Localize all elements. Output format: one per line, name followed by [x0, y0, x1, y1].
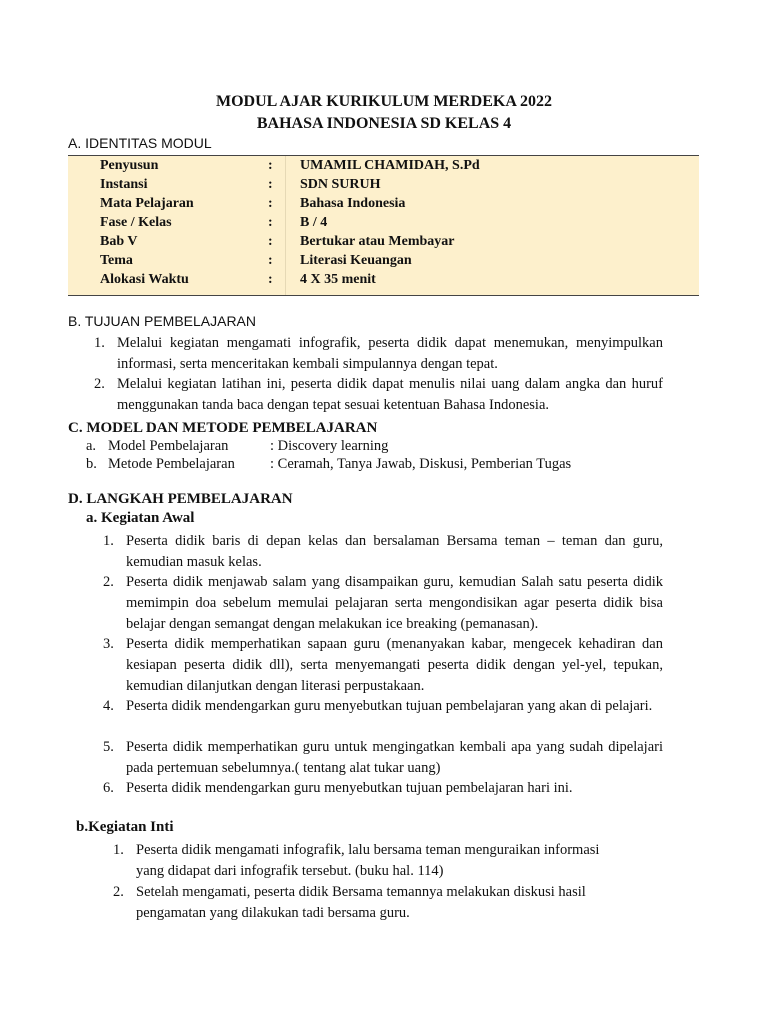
list-item-number: 6.	[103, 780, 114, 796]
page-title-line-1: MODUL AJAR KURIKULUM MERDEKA 2022	[215, 93, 552, 110]
identity-colon: :	[268, 234, 273, 249]
list-item-text: Peserta didik memperhatikan sapaan guru (menanyakan kabar, mengecek kehadiran dan kesiapan peserta didik dll), serta menyemangati peserta didik dengan yel-yel, tepukan, kemudian dilanjutkan dengan literasi perpustakaan.	[126, 636, 663, 694]
identity-row	[68, 253, 699, 272]
identity-value: Literasi Keuangan	[300, 253, 412, 268]
list-item-number: 1.	[113, 842, 124, 858]
identity-label: Bab V	[100, 234, 138, 249]
subsection-heading: b.Kegiatan Inti	[76, 819, 174, 835]
identity-colon: :	[268, 215, 273, 230]
section-c-heading: C. MODEL DAN METODE PEMBELAJARAN	[68, 420, 378, 436]
list-item-text: Peserta didik menjawab salam yang disampaikan guru, kemudian Salah satu peserta didik memimpin doa sebelum memulai pelajaran serta mengondisikan agar peserta didik bisa belajar dengan semangat dengan melakukan ice breaking (pemanasan).	[126, 574, 663, 632]
identity-value: SDN SURUH	[300, 177, 381, 192]
identity-colon: :	[268, 253, 273, 268]
identity-colon: :	[268, 196, 273, 211]
identity-label: Fase / Kelas	[100, 215, 172, 230]
list-item-number: 2.	[113, 884, 124, 900]
identity-row	[68, 272, 699, 291]
list-item-line: Setelah mengamati, peserta didik Bersama temannya melakukan diskusi hasil	[136, 884, 586, 900]
list-item-number: 4.	[103, 698, 114, 714]
identity-value: B / 4	[300, 215, 328, 230]
subsection-heading: a. Kegiatan Awal	[86, 510, 195, 526]
section-a-heading: A. IDENTITAS MODUL	[68, 135, 212, 151]
list-item-number: 2.	[103, 574, 114, 590]
identity-row	[68, 158, 699, 177]
list-item-number: 3.	[103, 636, 114, 652]
page-title-line-2: BAHASA INDONESIA SD KELAS 4	[256, 115, 512, 132]
method-letter: a.	[86, 438, 97, 454]
identity-value: Bertukar atau Membayar	[300, 234, 455, 249]
identity-label: Tema	[100, 253, 133, 268]
list-item-text: Peserta didik mendengarkan guru menyebutkan tujuan pembelajaran yang akan di pelajari.	[126, 698, 653, 714]
list-item-text: Peserta didik memperhatikan guru untuk mengingatkan kembali apa yang sudah dipelajari pada pertemuan sebelumnya.( tentang alat tukar uang)	[126, 739, 663, 776]
method-label: Metode Pembelajaran	[108, 456, 235, 472]
list-item-text: Peserta didik baris di depan kelas dan bersalaman Bersama teman – teman dan guru, kemudian masuk kelas.	[126, 533, 663, 570]
identity-row	[68, 215, 699, 234]
list-item-line: Peserta didik mengamati infografik, lalu bersama teman menguraikan informasi	[136, 842, 600, 858]
identity-value: UMAMIL CHAMIDAH, S.Pd	[300, 158, 480, 173]
identity-table	[68, 155, 699, 296]
identity-label: Instansi	[100, 177, 148, 192]
identity-label: Penyusun	[100, 158, 159, 173]
section-b-heading: B. TUJUAN PEMBELAJARAN	[68, 313, 257, 329]
list-item-text: Melalui kegiatan mengamati infografik, peserta didik dapat menemukan, menyimpulkan informasi, serta menceritakan kembali simpulannya dengan tepat.	[117, 335, 663, 372]
list-item-number: 1.	[103, 533, 114, 549]
identity-value: 4 X 35 menit	[300, 272, 376, 287]
identity-label: Alokasi Waktu	[100, 272, 189, 287]
list-item-number: 5.	[103, 739, 114, 755]
method-label: Model Pembelajaran	[108, 438, 229, 454]
identity-label: Mata Pelajaran	[100, 196, 194, 211]
identity-colon: :	[268, 177, 273, 192]
identity-row	[68, 196, 699, 215]
identity-row	[68, 234, 699, 253]
list-item-text: Peserta didik mendengarkan guru menyebutkan tujuan pembelajaran hari ini.	[126, 780, 573, 796]
method-letter: b.	[86, 456, 97, 472]
identity-colon: :	[268, 158, 273, 173]
list-item-text: Melalui kegiatan latihan ini, peserta didik dapat menulis nilai uang dalam angka dan huruf menggunakan tanda baca dengan tepat sesuai ketentuan Bahasa Indonesia.	[117, 376, 663, 413]
list-item-number: 2.	[94, 376, 105, 392]
identity-colon: :	[268, 272, 273, 287]
identity-value: Bahasa Indonesia	[300, 196, 406, 211]
method-value: : Ceramah, Tanya Jawab, Diskusi, Pemberian Tugas	[270, 456, 572, 472]
method-value: : Discovery learning	[270, 438, 389, 454]
section-d-heading: D. LANGKAH PEMBELAJARAN	[68, 491, 293, 507]
list-item-line: yang didapat dari infografik tersebut. (buku hal. 114)	[136, 863, 444, 879]
list-item-line: pengamatan yang dilakukan tadi bersama guru.	[136, 905, 410, 921]
list-item-number: 1.	[94, 335, 105, 351]
identity-row	[68, 177, 699, 196]
